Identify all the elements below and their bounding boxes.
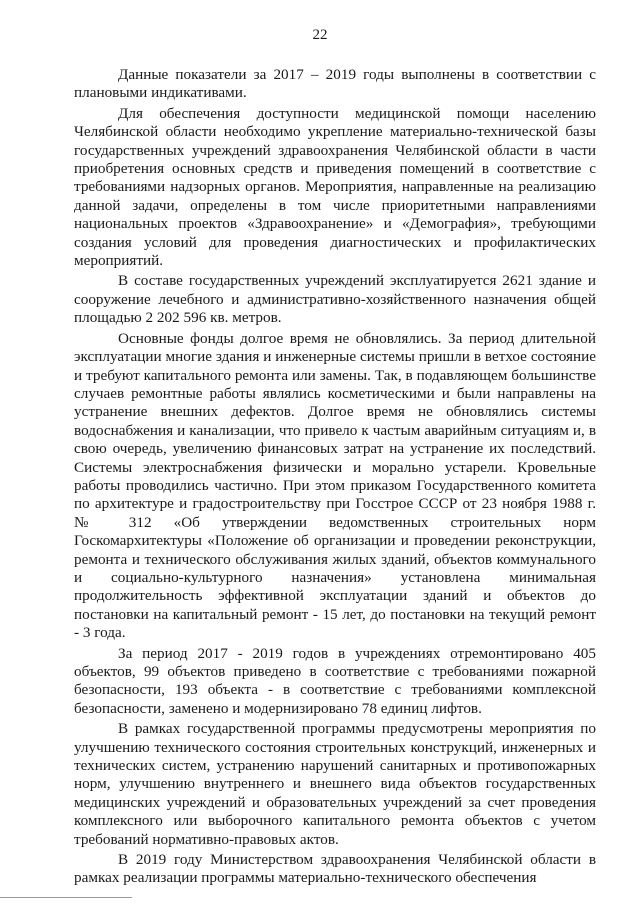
page-number: 22 <box>312 27 328 43</box>
paragraph-indicators: Данные показатели за 2017 – 2019 годы выполнены в соответствии с плановыми индикативами. <box>74 66 596 102</box>
paragraph-repairs-2017-2019: За период 2017 - 2019 годов в учреждениях отремонтировано 405 объектов, 99 объектов приведено в соответствие с требованиями пожарной безопасности, 193 объекта - в соответствие с требованиями комплексной безопасности, заменено и модернизировано 78 единиц лифтов. <box>74 644 596 717</box>
paragraph-buildings-count: В составе государственных учреждений эксплуатируется 2621 здание и сооружение лечебного и административно-хозяйственного назначения общей площадью 2 202 596 кв. метров. <box>74 272 596 327</box>
bottom-divider-line <box>0 897 132 898</box>
paragraph-ministry-2019: В 2019 году Министерством здравоохранения Челябинской области в рамках реализации программы материально-технического обеспечения <box>74 851 596 887</box>
document-body <box>74 66 596 890</box>
paragraph-medical-access: Для обеспечения доступности медицинской помощи населению Челябинской области необходимо укрепление материально-технической базы государственных учреждений здравоохранения Челябинской области в части приобретения основных средств и приведения помещений в соответствие с требованиями надзорных органов. Мероприятия, направленные на реализацию данной задачи, определены в том числе приоритетными направлениями национальных проектов «Здравоохранение» и «Демография», требующими создания условий для проведения диагностических и профилактических мероприятий. <box>74 104 596 270</box>
paragraph-fixed-assets: Основные фонды долгое время не обновлялись. За период длительной эксплуатации многие здания и инженерные системы пришли в ветхое состояние и требуют капитального ремонта или замены. Так, в подавляющем большинстве случаев ремонтные работы являлись косметическими и были направлены на устранение внешних дефектов. Долгое время не обновлялись системы водоснабжения и канализации, что привело к частым аварийным ситуациям и, в свою очередь, увеличению финансовых затрат на устранение их последствий. Системы электроснабжения физически и морально устарели. Кровельные работы проводились частично. При этом приказом Государственного комитета по архитектуре и градостроительству при Госстрое СССР от 23 ноября 1988 г. № 312 «Об утверждении ведомственных строительных норм Госкомархитектуры «Положение об организации и проведении реконструкции, ремонта и технического обслуживания жилых зданий, объектов коммунального и социально-культурного назначения» установлена минимальная продолжительность эффективной эксплуатации зданий и объектов до постановки на капитальный ремонт - 15 лет, до постановки на текущий ремонт - 3 года. <box>74 329 596 642</box>
paragraph-state-program: В рамках государственной программы предусмотрены мероприятия по улучшению технического состояния строительных конструкций, инженерных и технических систем, устранению нарушений санитарных и противопожарных норм, улучшению внутреннего и внешнего вида объектов государственных медицинских учреждений и образовательных учреждений за счет проведения комплексного или выборочного капитального ремонта объектов с учетом требований нормативно-правовых актов. <box>74 720 596 848</box>
